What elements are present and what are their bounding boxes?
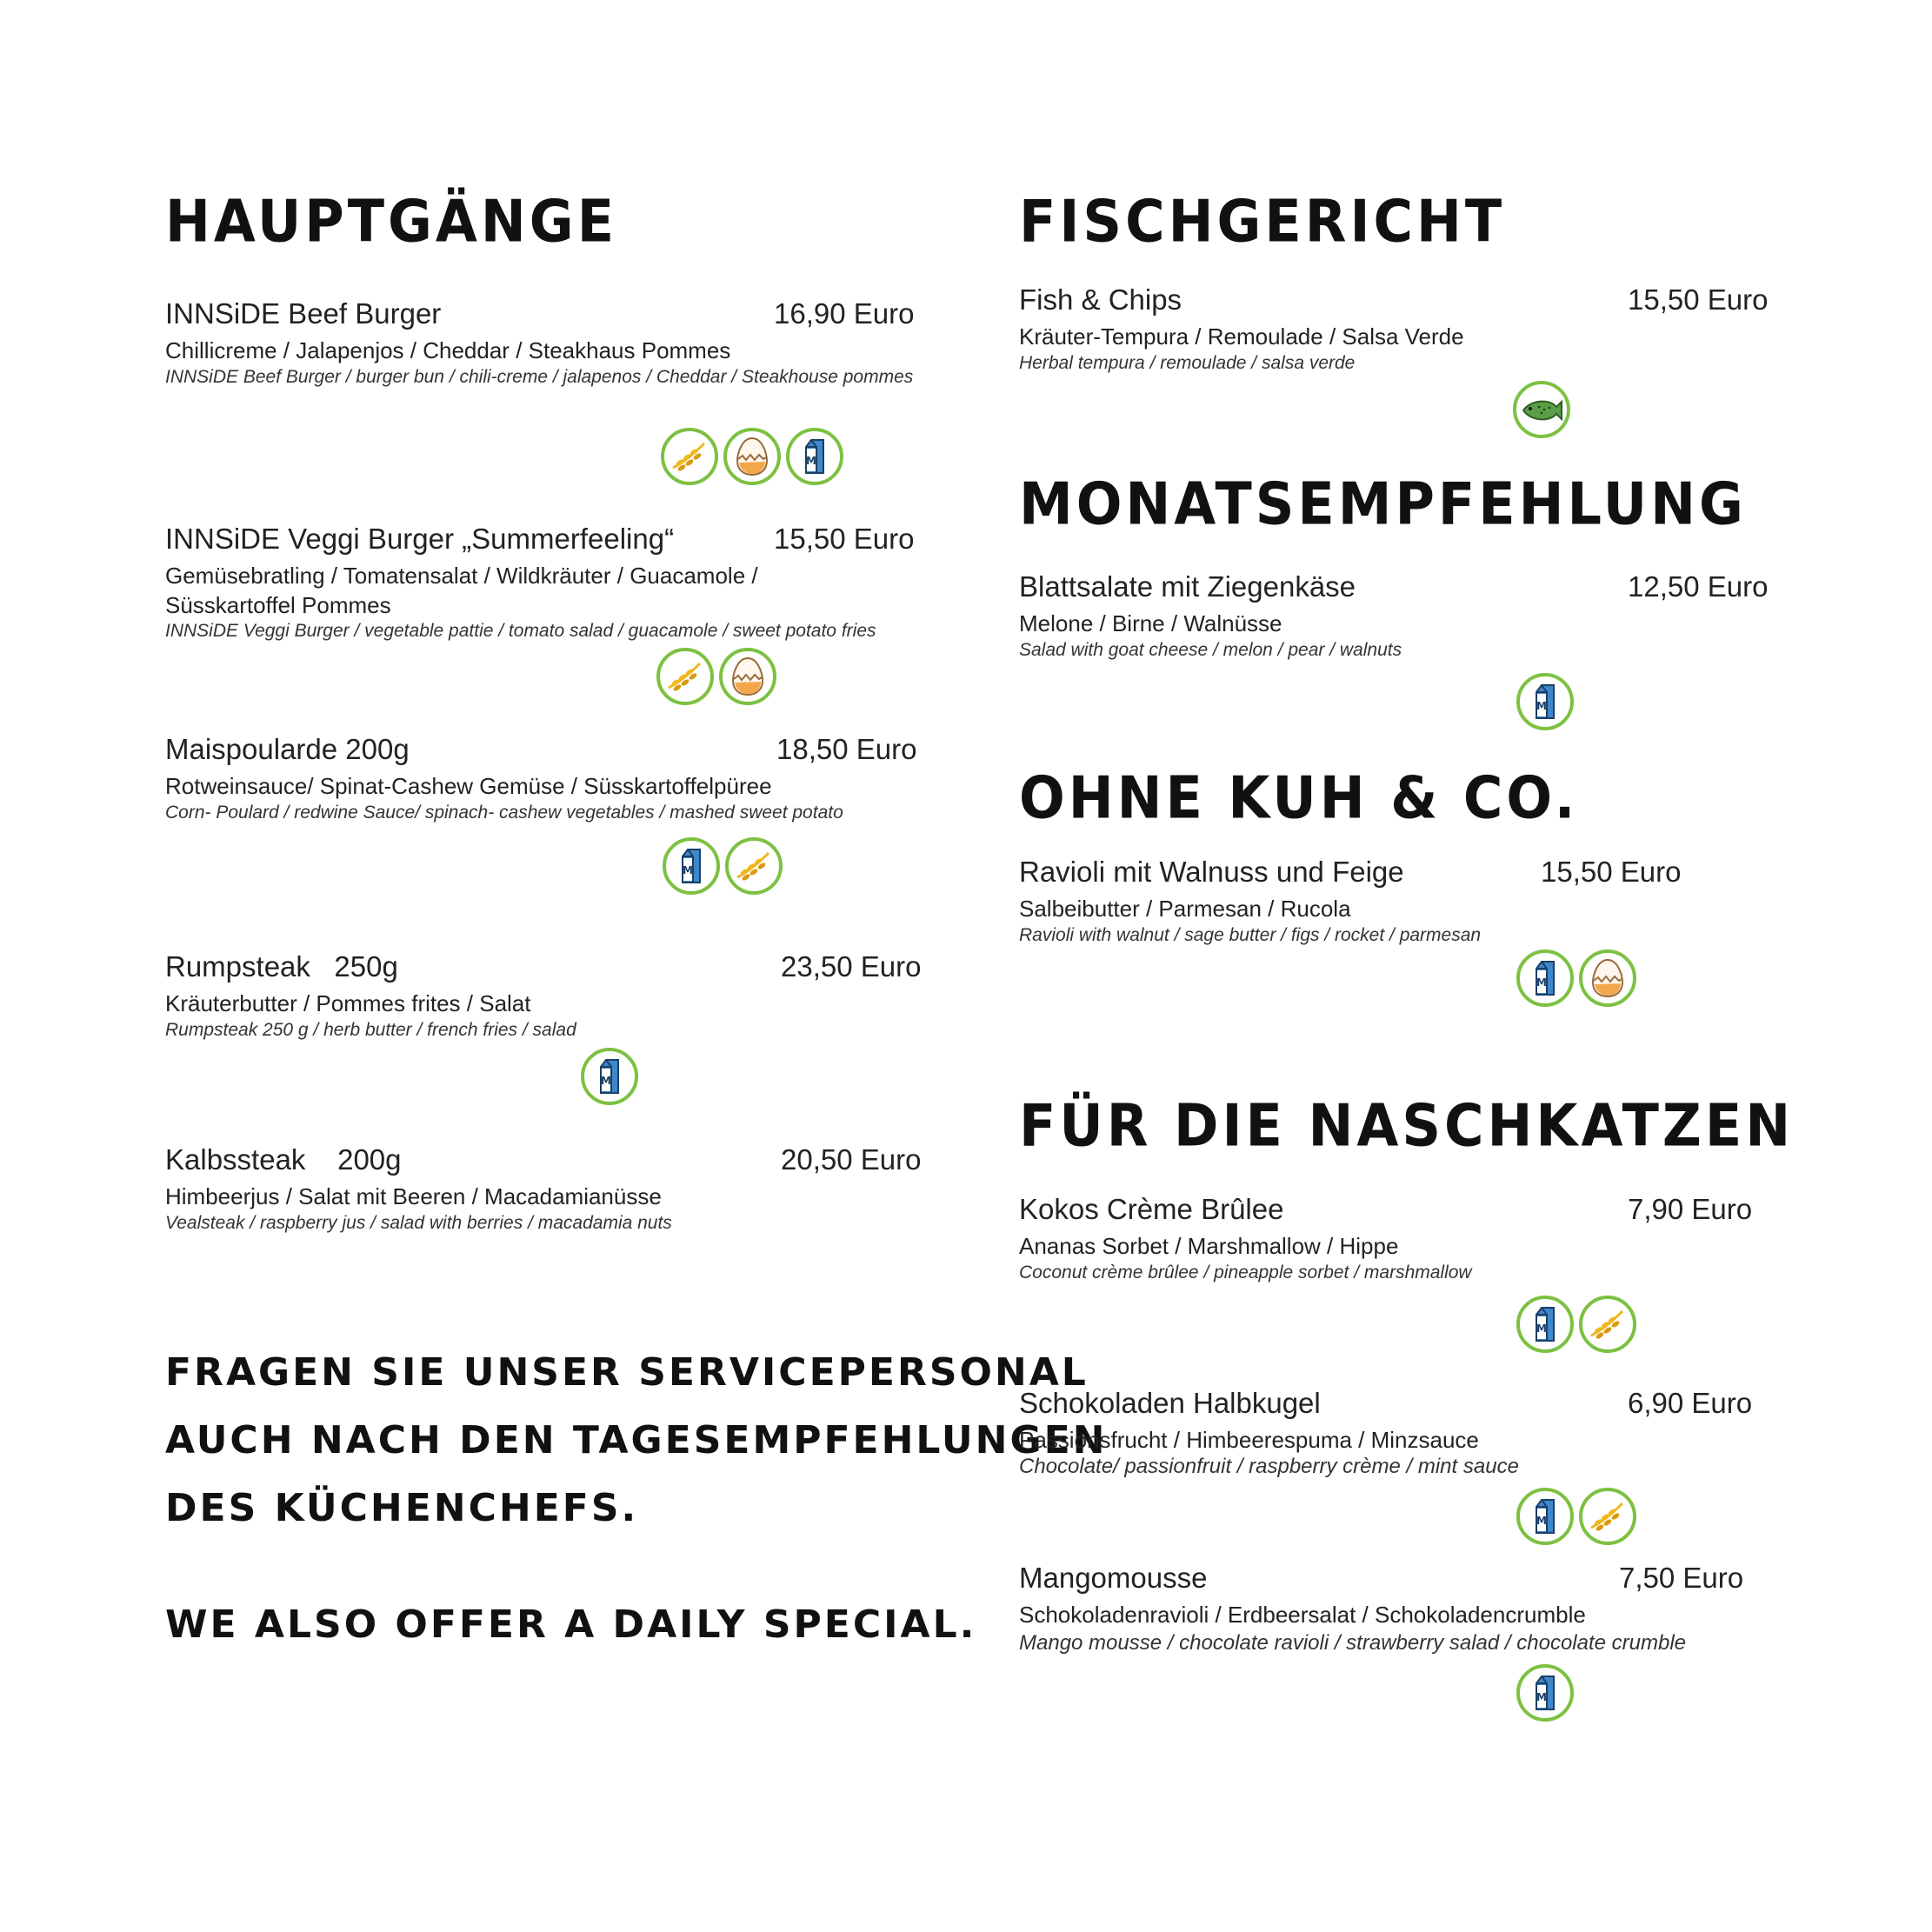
dish-name: Mangomousse <box>1019 1562 1208 1594</box>
dish-english: Mango mousse / chocolate ravioli / strawberry salad / chocolate crumble <box>1019 1631 1687 1655</box>
dish-name: Kalbssteak 200g <box>165 1143 402 1176</box>
note-line: AUCH NACH DEN TAGESEMPFEHLUNGEN <box>165 1418 1108 1462</box>
allergen-icons <box>1516 673 1574 730</box>
dish-description: Melone / Birne / Walnüsse <box>1019 610 1282 636</box>
dish-description: Ananas Sorbet / Marshmallow / Hippe <box>1019 1233 1399 1259</box>
dish-maispoularde <box>165 733 922 907</box>
svg-text:M: M <box>601 1075 611 1087</box>
milk-icon <box>1516 1488 1574 1545</box>
milk-icon <box>1516 673 1574 730</box>
dish-price: 20,50 Euro <box>781 1143 922 1176</box>
section-heading-naschkatzen: FÜR DIE NASCHKATZEN <box>1019 1091 1795 1160</box>
daily-special-note: WE ALSO OFFER A DAILY SPECIAL. <box>165 1602 977 1647</box>
dish-name: Kokos Crème Brûlee <box>1019 1193 1284 1225</box>
allergen-icons <box>1516 1296 1636 1353</box>
dish-name: Schokoladen Halbkugel <box>1019 1387 1321 1419</box>
milk-icon <box>786 428 843 485</box>
dish-price: 12,50 Euro <box>1628 570 1769 603</box>
grain-icon <box>725 837 783 895</box>
dish-english: INNSiDE Veggi Burger / vegetable pattie / tomato salad / guacamole / sweet potato fries <box>165 621 876 641</box>
allergen-icons <box>1516 949 1636 1007</box>
dish-rumpsteak <box>165 950 922 1124</box>
dish-description: Himbeerjus / Salat mit Beeren / Macadamianüsse <box>165 1183 662 1209</box>
egg-icon <box>723 428 781 485</box>
dish-english: Chocolate/ passionfruit / raspberry crème / mint sauce <box>1019 1455 1519 1478</box>
dish-price: 7,90 Euro <box>1628 1193 1753 1225</box>
note-line: FRAGEN SIE UNSER SERVICEPERSONAL <box>165 1350 1089 1395</box>
allergen-icons <box>663 837 783 895</box>
allergen-icons <box>581 1048 638 1105</box>
dish-ravioli <box>1019 856 1775 1021</box>
allergen-icons <box>1516 1664 1574 1722</box>
milk-icon <box>1516 1664 1574 1722</box>
dish-name: Maispoularde 200g <box>165 733 410 765</box>
dish-fish-chips <box>1019 283 1775 440</box>
dish-english: Ravioli with walnut / sage butter / figs / rocket / parmesan <box>1019 925 1482 945</box>
dish-price: 7,50 Euro <box>1619 1562 1744 1594</box>
egg-icon <box>1579 949 1636 1007</box>
dish-description: Kräuterbutter / Pommes frites / Salat <box>165 990 531 1016</box>
section-heading-ohne-kuh: OHNE KUH & CO. <box>1019 763 1579 832</box>
dish-description: Rotweinsauce/ Spinat-Cashew Gemüse / Süsskartoffelpüree <box>165 773 772 799</box>
svg-text:M: M <box>1536 1515 1547 1527</box>
section-heading-monatsempfehlung: MONATSEMPFEHLUNG <box>1019 470 1747 538</box>
dish-description: Salbeibutter / Parmesan / Rucola <box>1019 896 1351 922</box>
dish-english: Corn- Poulard / redwine Sauce/ spinach- cashew vegetables / mashed sweet potato <box>165 803 843 823</box>
grain-icon <box>656 648 714 705</box>
dish-kokos-creme-brulee <box>1019 1193 1775 1367</box>
egg-icon <box>719 648 776 705</box>
allergen-icons <box>661 428 843 485</box>
dish-kalbssteak <box>165 1143 922 1248</box>
dish-name: Ravioli mit Walnuss und Feige <box>1019 856 1404 888</box>
dish-name: INNSiDE Beef Burger <box>165 297 442 330</box>
service-note <box>165 1339 1107 1542</box>
grain-icon <box>1579 1296 1636 1353</box>
section-heading-hauptgaenge: HAUPTGÄNGE <box>165 187 618 256</box>
milk-icon <box>1516 1296 1574 1353</box>
svg-text:M: M <box>1536 1322 1547 1335</box>
svg-text:M: M <box>1536 976 1547 989</box>
dish-english: Herbal tempura / remoulade / salsa verde <box>1019 353 1356 373</box>
allergen-icons <box>1513 381 1570 438</box>
dish-schokoladen-halbkugel <box>1019 1387 1775 1561</box>
dish-price: 15,50 Euro <box>1628 283 1769 316</box>
dish-name: Blattsalate mit Ziegenkäse <box>1019 570 1356 603</box>
dish-mangomousse <box>1019 1562 1775 1735</box>
dish-description: Schokoladenravioli / Erdbeersalat / Schokoladencrumble <box>1019 1602 1586 1628</box>
dish-name: INNSiDE Veggi Burger „Summerfeeling“ <box>165 523 675 555</box>
grain-icon <box>661 428 718 485</box>
svg-text:M: M <box>683 864 693 876</box>
dish-description: Gemüsebratling / Tomatensalat / Wildkräuter / Guacamole / Süsskartoffel Pommes <box>165 563 758 618</box>
dish-price: 18,50 Euro <box>776 733 917 765</box>
allergen-icons <box>656 648 776 705</box>
dish-blattsalate <box>1019 570 1775 736</box>
dish-price: 16,90 Euro <box>774 297 915 330</box>
dish-veggi-burger <box>165 523 922 714</box>
dish-name: Rumpsteak 250g <box>165 950 398 983</box>
grain-icon <box>1579 1488 1636 1545</box>
milk-icon <box>663 837 720 895</box>
dish-description: Chillicreme / Jalapenjos / Cheddar / Steakhaus Pommes <box>165 337 731 363</box>
note-line: DES KÜCHENCHEFS. <box>165 1486 639 1530</box>
dish-english: Salad with goat cheese / melon / pear / walnuts <box>1019 640 1402 660</box>
dish-price: 15,50 Euro <box>774 523 915 555</box>
svg-text:M: M <box>1536 700 1547 712</box>
dish-english: Rumpsteak 250 g / herb butter / french fries / salad <box>165 1020 576 1040</box>
dish-description: Kräuter-Tempura / Remoulade / Salsa Verde <box>1019 323 1464 350</box>
fish-icon <box>1513 381 1570 438</box>
svg-text:M: M <box>1536 1691 1547 1703</box>
milk-icon <box>1516 949 1574 1007</box>
dish-english: Coconut crème brûlee / pineapple sorbet / marshmallow <box>1019 1262 1472 1282</box>
dish-english: Vealsteak / raspberry jus / salad with berries / macadamia nuts <box>165 1213 672 1233</box>
dish-name: Fish & Chips <box>1019 283 1183 316</box>
dish-price: 23,50 Euro <box>781 950 922 983</box>
milk-icon <box>581 1048 638 1105</box>
dish-price: 15,50 Euro <box>1541 856 1682 888</box>
allergen-icons <box>1516 1488 1636 1545</box>
section-heading-fischgericht: FISCHGERICHT <box>1019 187 1506 256</box>
dish-beef-burger <box>165 297 922 489</box>
svg-text:M: M <box>806 455 816 467</box>
dish-price: 6,90 Euro <box>1628 1387 1753 1419</box>
dish-english: INNSiDE Beef Burger / burger bun / chili-creme / jalapenos / Cheddar / Steakhouse pommes <box>165 367 914 387</box>
dish-description: Passionsfrucht / Himbeerespuma / Minzsauce <box>1019 1427 1479 1453</box>
